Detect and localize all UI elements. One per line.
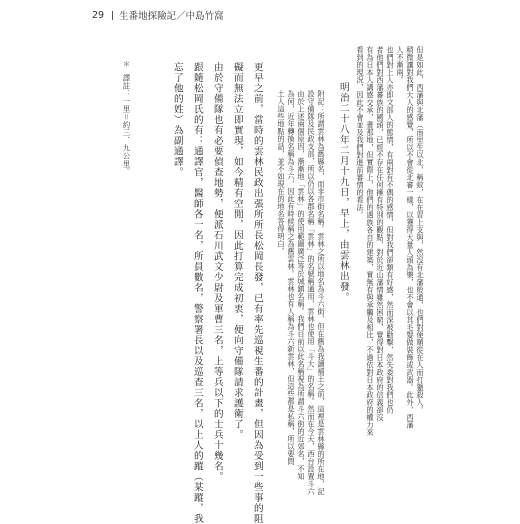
- body-column: 礙而無法立即實現，如今精有空閒，因此打算完成初衷，便向守備隊請求護衛了。: [231, 62, 243, 440]
- text-column: 者他們對西藩蕃族的國頭，已經不存在任何擁有特別的觀點，對於近山藩情雖然困窮，覺得對日本政府的信義卻沒: [376, 46, 385, 421]
- body-column: 跟隨松岡氏的有：通譯官，醫師各一名，所員數名，警察署長以及巡查三名，以上人的蹤（某蹤，我: [191, 62, 203, 524]
- text-column: 稍微讓對我們大人的感覺，所以不會從北審一樣，以獲得大量人頭為樂，也不會以其毛髮做裝飾或武器。此外，西藩: [406, 46, 415, 429]
- body-column: 忘了他的姓）為副通譯。: [171, 62, 183, 178]
- page-number: 29: [92, 9, 105, 21]
- body-column: 更早之前，當時的雲林民政出張所所長松岡長發，已有率先巡視生番的計畫，但因為受到一些事的阻: [251, 62, 263, 524]
- footnote-marker: ＊: [122, 60, 131, 68]
- appendix-column: 設守備隊及民政支部，所以仍以各郡名稱「雲林」的名號稱通用，雲林也使用「斗大」的名稱。然而在今天，西台設置斗六: [307, 90, 316, 495]
- header-divider: [112, 11, 113, 20]
- text-column: 但是如此，西藩與北藩（南里生以北，稱蚊，在在習上支與，然沒有北藩般通，也們對便順從在人而打獵殺人。: [416, 46, 425, 414]
- appendix-column: 附記：所謂雲林為舊縣名，而非市街名稱。雲林之所以地名為斗六街，但在舊為我讀補王之前，這裡是雲林縣的所在地，記: [317, 90, 326, 495]
- appendix-column: 為何，近年轉換名稱為斗六，因此有時候稱之為舊雲林。雲林也有人稱為斗六新雲林，但這些都是私稱，所以要問: [287, 90, 296, 465]
- body-column: 由於守備隊也有必要偵查地勢，便派石川武文少尉及軍曹三名，上等兵以下的士兵十幾名。: [211, 62, 223, 482]
- text-column: 人不漸兩。: [396, 46, 405, 84]
- running-title: 生番地探險記／中島竹窩: [119, 11, 224, 22]
- appendix-column: 由於上述兩個原因，漸漸地「雲林」的使用範圍廣泛等於城鎮名稱。我們目前以此名稱視為所謂斗六街的近郊名，不知: [297, 90, 306, 480]
- text-column: 有為日本人講感交承，畫那地，但實際上，他們的遇族各自的建築，實無有與承觸及相比，不過依對日本政府的權力來: [366, 46, 375, 436]
- footnote: 譯註：一里＝約三．九公里。: [122, 74, 131, 176]
- text-column: 也們對上人亦即文部人的態情，有兩對有不偶的感情，但對我們卻類有好感，然而深被勸擊，然失委對我們也仍: [386, 46, 395, 414]
- page-header: [92, 6, 224, 24]
- date-line: 明治二十八年二月十九日，早上，由雲林出發。: [337, 82, 349, 303]
- text-column: 看到的現況，因此不會並及我們對進前審情的看法。: [356, 46, 365, 219]
- appendix-column: 土人這些地點的話，並不如現在的地名答得明白。: [277, 90, 286, 255]
